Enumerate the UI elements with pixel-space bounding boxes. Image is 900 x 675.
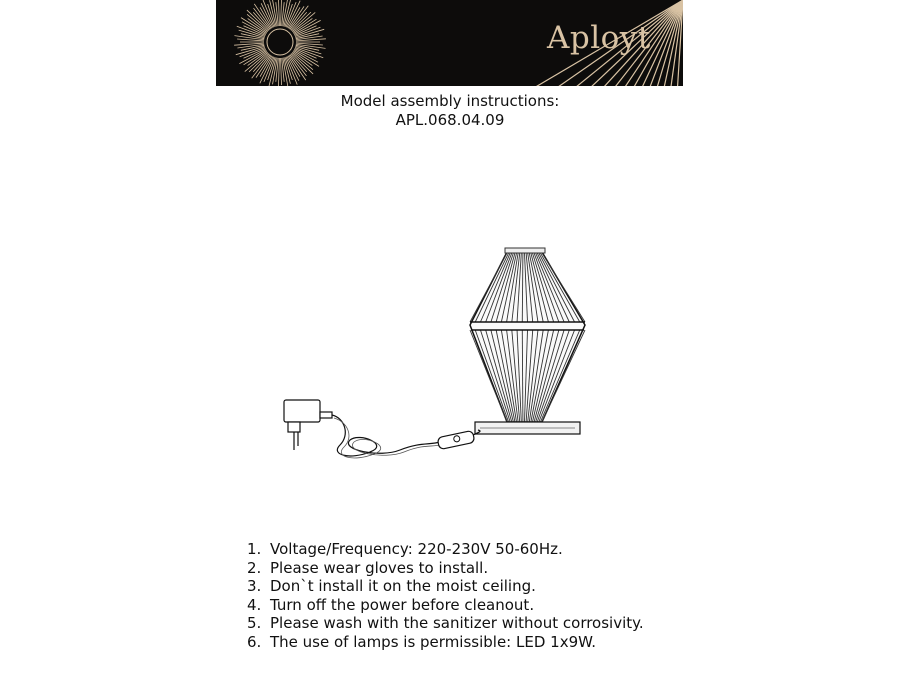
list-item: 6. The use of lamps is permissible: LED 1x9W.	[247, 632, 597, 651]
list-item: 3. Don`t install it on the moist ceiling.	[247, 577, 536, 595]
document-title	[0, 92, 900, 130]
model-number: APL.068.04.09	[395, 111, 505, 129]
list-item: 5. Please wash with the sanitizer without corrosivity.	[247, 614, 644, 632]
brand-banner	[216, 0, 683, 86]
title-line-1: Model assembly instructions:	[340, 92, 560, 110]
list-item: 4. Turn off the power before cleanout.	[247, 595, 535, 614]
list-item: 2. Please wear gloves to install.	[247, 558, 489, 577]
table-lamp-with-power-adapter-icon	[270, 240, 600, 470]
brand-name: Aployt	[547, 20, 651, 56]
list-item: 1. Voltage/Frequency: 220-230V 50-60Hz.	[247, 540, 563, 558]
instructions-list	[247, 540, 644, 651]
